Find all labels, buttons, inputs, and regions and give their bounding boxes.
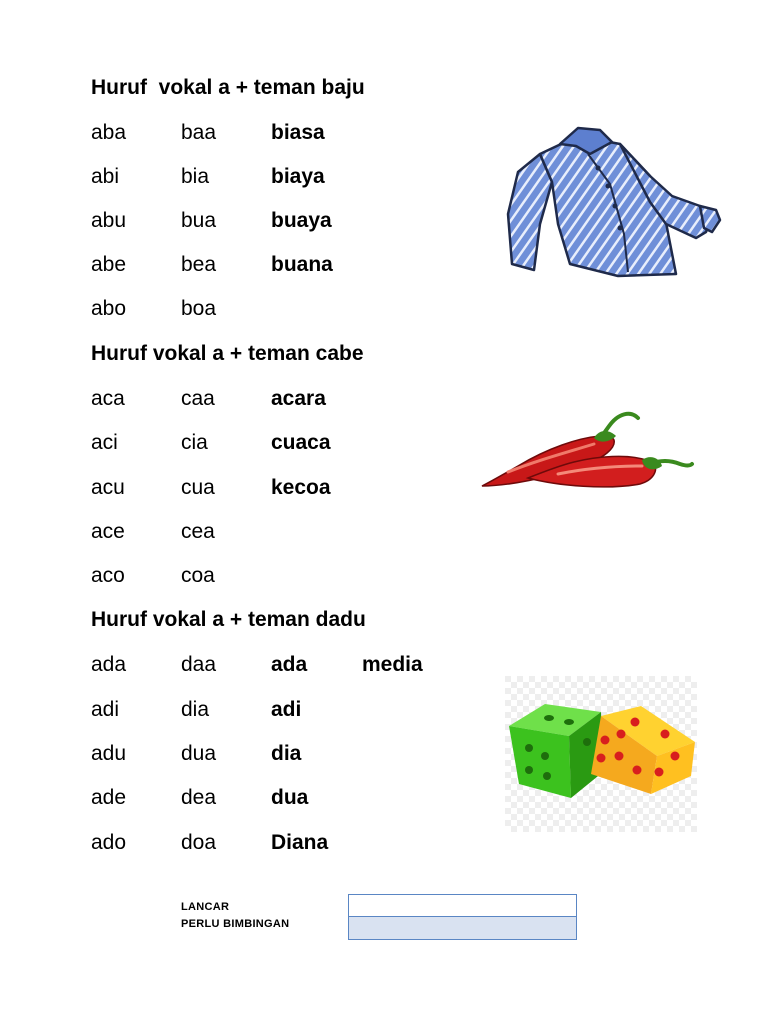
word: Diana <box>271 831 329 854</box>
syllable: bia <box>181 165 210 188</box>
syllable: daa <box>181 653 217 676</box>
syllable: aba <box>91 121 127 144</box>
syllable-row <box>91 697 491 723</box>
syllable: bea <box>181 253 217 276</box>
word: ada <box>271 653 308 676</box>
syllable: boa <box>181 297 217 320</box>
syllable: cua <box>181 476 215 499</box>
syllable: coa <box>181 564 215 587</box>
syllable: dia <box>181 698 210 721</box>
syllable-row <box>91 519 491 545</box>
syllable-row <box>91 652 491 678</box>
word: adi <box>271 698 302 721</box>
syllable-row <box>91 830 491 856</box>
word: buana <box>271 253 333 276</box>
section-heading-baju: Huruf vokal a + teman baju <box>91 76 365 99</box>
word: biasa <box>271 121 325 144</box>
word: kecoa <box>271 476 331 499</box>
syllable-row <box>91 475 491 501</box>
syllable-row <box>91 164 491 190</box>
syllable-row <box>91 430 491 456</box>
label-lancar: LANCAR <box>181 901 230 913</box>
shirt-icon <box>500 124 725 284</box>
box-perlu-bimbingan[interactable] <box>348 916 577 940</box>
label-perlu-bimbingan: PERLU BIMBINGAN <box>181 918 290 930</box>
syllable: cea <box>181 520 215 543</box>
syllable: dua <box>181 742 217 765</box>
syllable: adi <box>91 698 120 721</box>
syllable-row <box>91 785 491 811</box>
syllable-row <box>91 252 491 278</box>
syllable: abo <box>91 297 127 320</box>
syllable: abi <box>91 165 120 188</box>
syllable-row <box>91 386 491 412</box>
dice-icon <box>505 676 697 832</box>
chili-icon <box>478 408 698 498</box>
word: biaya <box>271 165 325 188</box>
syllable: aco <box>91 564 125 587</box>
word: media <box>362 653 423 676</box>
syllable: cia <box>181 431 208 454</box>
syllable: aca <box>91 387 125 410</box>
syllable: caa <box>181 387 215 410</box>
word: buaya <box>271 209 332 232</box>
word: dua <box>271 786 309 809</box>
syllable: ado <box>91 831 127 854</box>
syllable: adu <box>91 742 127 765</box>
syllable: bua <box>181 209 217 232</box>
word: acara <box>271 387 326 410</box>
word: cuaca <box>271 431 331 454</box>
syllable-row <box>91 741 491 767</box>
syllable: acu <box>91 476 125 499</box>
section-heading-dadu: Huruf vokal a + teman dadu <box>91 608 366 631</box>
word: dia <box>271 742 302 765</box>
syllable-row <box>91 563 491 589</box>
syllable: baa <box>181 121 217 144</box>
syllable: ade <box>91 786 127 809</box>
syllable: ace <box>91 520 125 543</box>
syllable-row <box>91 208 491 234</box>
box-lancar[interactable] <box>348 894 577 917</box>
syllable: dea <box>181 786 217 809</box>
syllable: abu <box>91 209 127 232</box>
syllable: ada <box>91 653 127 676</box>
section-heading-cabe: Huruf vokal a + teman cabe <box>91 342 364 365</box>
syllable-row <box>91 120 491 146</box>
syllable: aci <box>91 431 118 454</box>
syllable: doa <box>181 831 217 854</box>
syllable-row <box>91 296 491 322</box>
syllable: abe <box>91 253 127 276</box>
